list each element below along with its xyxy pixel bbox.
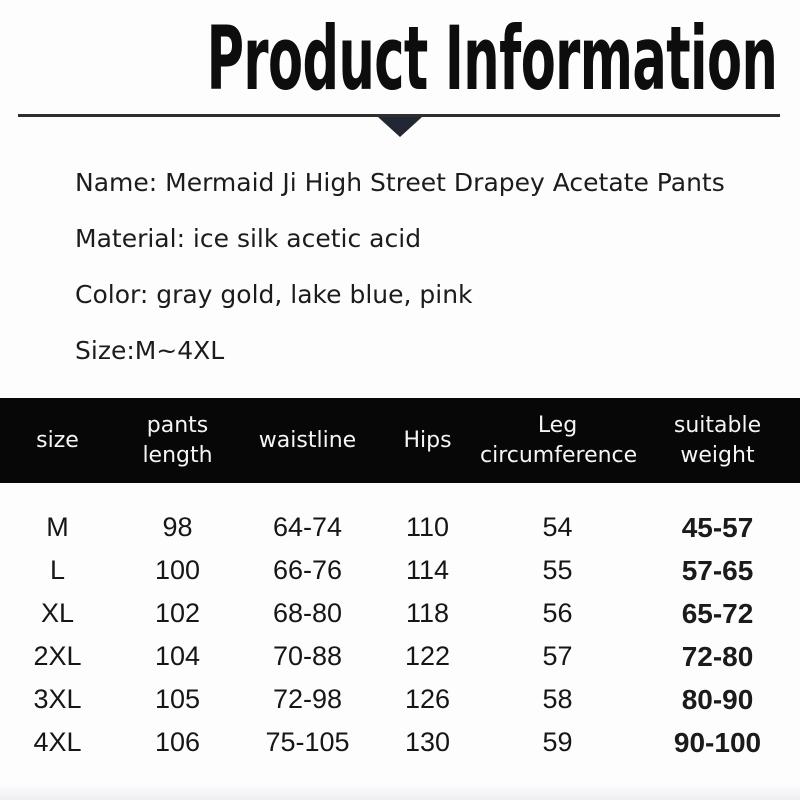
table-cell: 102	[154, 598, 201, 628]
table-cell: 55	[542, 555, 573, 585]
product-color-line: Color: gray gold, lake blue, pink	[75, 280, 473, 309]
table-header-cell: waistline	[258, 427, 357, 453]
table-cell: 54	[542, 512, 573, 542]
size-chart-header	[0, 398, 800, 483]
table-row	[0, 678, 800, 721]
table-cell: 118	[405, 598, 450, 628]
table-cell: 57-65	[681, 554, 754, 586]
page-title	[0, 7, 800, 110]
table-cell: 80-90	[681, 683, 754, 715]
bottom-fade	[0, 784, 800, 800]
table-cell: 3XL	[33, 684, 82, 714]
table-cell: 106	[154, 727, 201, 757]
table-cell: 75-105	[265, 727, 350, 757]
size-chart-body	[0, 506, 800, 764]
table-cell: 122	[404, 641, 451, 671]
table-cell: 59	[542, 727, 573, 757]
page-title-text: Product Information	[206, 7, 778, 110]
table-header-cell: Hips	[403, 427, 452, 453]
table-cell: L	[49, 555, 66, 585]
table-cell: 68-80	[272, 598, 343, 628]
table-cell: 58	[542, 684, 573, 714]
table-cell: 104	[154, 641, 201, 671]
table-cell: 4XL	[33, 727, 82, 757]
table-cell: 105	[154, 684, 201, 714]
table-cell: XL	[40, 598, 75, 628]
table-header-cell: size	[36, 427, 79, 453]
table-cell: 64-74	[272, 512, 343, 542]
table-cell: 56	[542, 598, 573, 628]
product-size-line: Size:M~4XL	[75, 336, 225, 365]
table-cell: M	[46, 512, 69, 542]
table-row	[0, 549, 800, 592]
table-cell: 90-100	[673, 726, 762, 758]
table-cell: 72-98	[272, 684, 343, 714]
table-header-cell: Leg circumference	[480, 413, 638, 468]
table-cell: 72-80	[681, 640, 754, 672]
table-cell: 100	[154, 555, 201, 585]
table-cell: 98	[162, 512, 193, 542]
product-name-line: Name: Mermaid Ji High Street Drapey Acetate Pants	[75, 168, 725, 197]
table-header-cell: suitable weight	[673, 413, 762, 468]
table-cell: 70-88	[272, 641, 343, 671]
table-row	[0, 506, 800, 549]
table-cell: 65-72	[681, 597, 754, 629]
table-cell: 45-57	[681, 511, 754, 543]
table-cell: 66-76	[272, 555, 343, 585]
product-details	[75, 169, 770, 393]
arrow-down-icon	[378, 117, 422, 137]
table-cell: 130	[404, 727, 451, 757]
product-material-line: Material: ice silk acetic acid	[75, 224, 422, 253]
table-cell: 126	[404, 684, 451, 714]
table-row	[0, 635, 800, 678]
table-cell: 114	[405, 555, 450, 585]
table-cell: 2XL	[33, 641, 82, 671]
table-cell: 57	[542, 641, 573, 671]
table-cell: 110	[405, 512, 450, 542]
table-header-cell: pants length	[142, 413, 213, 468]
table-row	[0, 721, 800, 764]
table-row	[0, 592, 800, 635]
